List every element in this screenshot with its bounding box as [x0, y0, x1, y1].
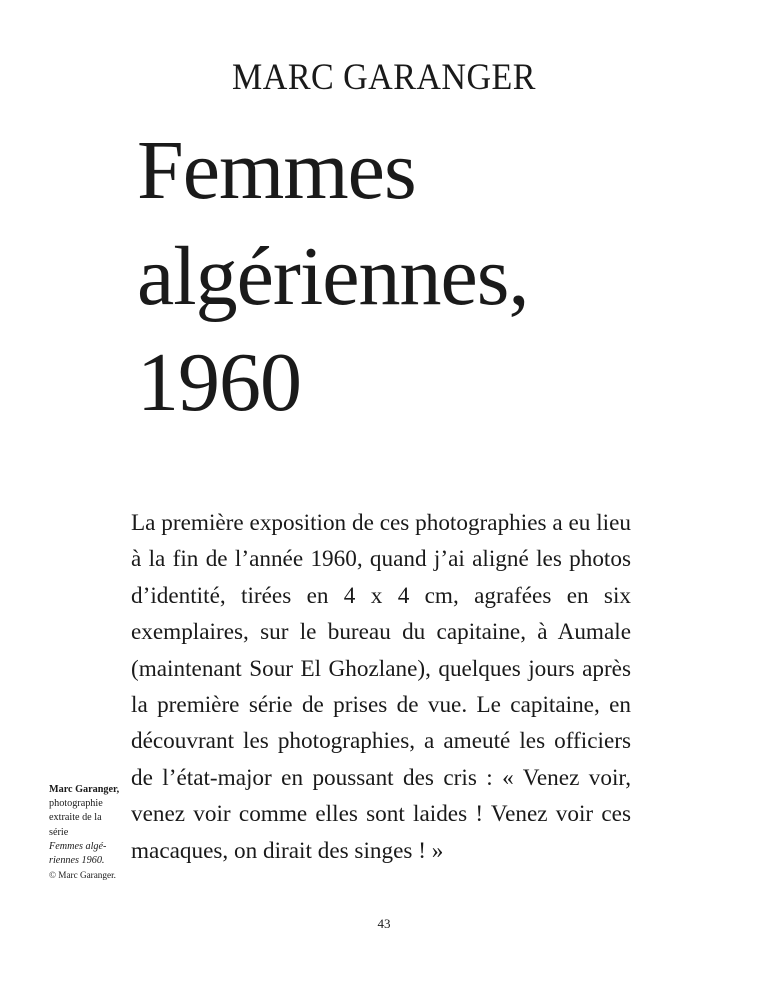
- article-title: [137, 118, 528, 436]
- caption-line: extraite de la: [49, 812, 102, 824]
- caption-credit: © Marc Garanger.: [49, 870, 116, 881]
- caption-author: Marc Garanger,: [49, 784, 120, 795]
- title-line-3: 1960: [137, 336, 301, 429]
- caption-series-title: Femmes algé-: [49, 840, 107, 852]
- title-line-1: Femmes: [137, 124, 416, 217]
- caption-line: photographie: [49, 798, 103, 810]
- caption-line: série: [49, 826, 69, 838]
- photo-caption: [49, 783, 121, 882]
- caption-series-title: riennes 1960.: [49, 855, 105, 867]
- page-number: 43: [377, 916, 391, 931]
- author-name: MARC GARANGER: [232, 57, 536, 98]
- title-line-2: algériennes,: [137, 230, 529, 323]
- body-paragraph: La première exposition de ces photographies a eu lieu à la fin de l’année 1960, quand j’ai aligné les photos d’identité, tirées en 4 x 4 cm, agrafées en six exemplaires, sur le bureau du capitaine, à Aumale (maintenant Sour El Ghozlane), quelques jours après la première série de prises de vue. Le capitaine, en découvrant les photographies, a ameuté les officiers de l’état-major en poussant des cris : « Venez voir, venez voir comme elles sont laides ! Venez voir ces macaques, on dirait des singes ! »: [131, 510, 631, 864]
